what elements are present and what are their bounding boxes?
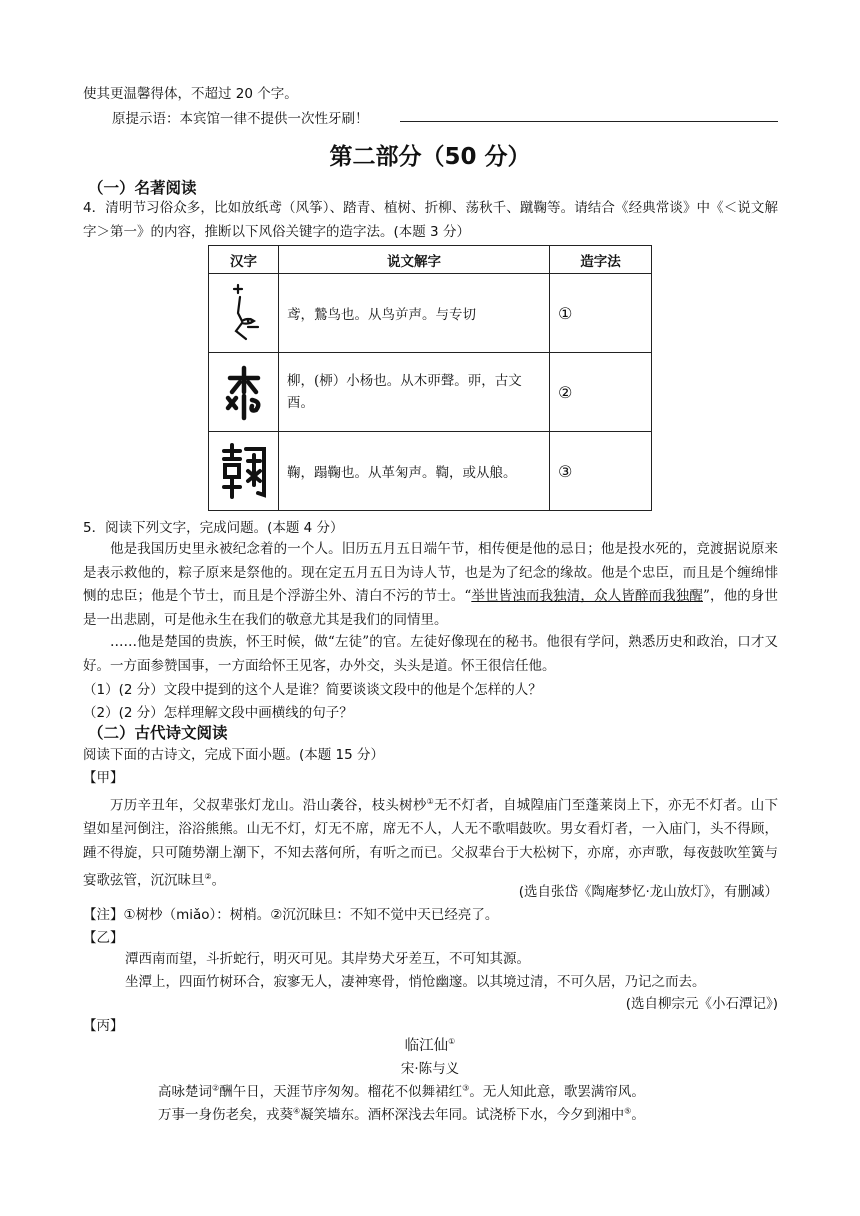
q5-paragraph-2: ……他是楚国的贵族，怀王时候，做“左徒”的官。左徒好像现在的秘书。他很有学问，熟悉历史和政治，口才又好。一方面参赞国事，一方面给怀王见客，办外交，头头是道。怀王很信任他。	[83, 634, 778, 674]
q5-paragraph-1-text: 他是我国历史里永被纪念着的一个人。旧历五月五日端午节，相传便是他的忌日；他是投水死的，竞渡据说原来是表示救他的，粽子原来是祭他的。现在定五月五日为诗人节，也是为了纪念的缘故。他是个忠臣，而且是个缠绵悱恻的忠臣；他是个节士，而且是个浮游尘外、清白不污的节士。“	[83, 541, 778, 604]
jia-source: (选自张岱《陶庵梦忆·龙山放灯》，有删减）	[518, 884, 778, 900]
poem-line-2	[158, 1103, 645, 1123]
poem-line-1-c: 。无人知此意，歌罢满帘风。	[469, 1084, 645, 1100]
answer-blank-line[interactable]	[400, 121, 778, 122]
table-header-row	[209, 246, 652, 274]
ancient-ju-glyph-cell	[209, 432, 279, 511]
poem-title	[0, 1034, 860, 1055]
jia-note: 【注】①树杪（miǎo）：树梢。②沉沉昧旦：不知不觉中天已经亮了。	[83, 907, 499, 923]
question-5-title: 5．阅读下列文字，完成问题。(本题 4 分）	[83, 520, 344, 536]
part-two-title: 第二部分（50 分）	[329, 144, 531, 170]
yi-line-2: 坐潭上，四面竹树环合，寂寥无人，凄神寒骨，悄怆幽邃。以其境过清，不可久居，乃记之而去。	[125, 974, 706, 990]
character-table	[208, 245, 652, 511]
question-4-text: 4．清明节习俗众多，比如放纸鸢（风筝）、踏青、植树、折柳、荡秋千、蹴鞠等。请结合《经典常谈》中《＜说文解字＞第一》的内容，推断以下风俗关键字的造字法。(本题 3 分）	[83, 200, 778, 240]
section-classical-title: （二）古代诗文阅读	[88, 724, 228, 742]
table-row	[209, 432, 652, 511]
header-method: 造字法	[550, 246, 652, 274]
footnote-mark: ②	[204, 872, 212, 881]
jia-text-c: 。	[211, 872, 226, 889]
label-yi: 【乙】	[83, 930, 124, 946]
label-bing: 【丙】	[83, 1018, 124, 1034]
footnote-mark: ④	[293, 1106, 301, 1116]
poem-line-1	[158, 1080, 645, 1100]
ancient-ju-glyph-icon	[218, 441, 270, 501]
header-shuowen: 说文解字	[279, 246, 550, 274]
q5-paragraph-1	[83, 538, 778, 632]
jia-text-a: 万历辛丑年，父叔辈张灯龙山。沿山袭谷，枝头树杪	[110, 797, 427, 814]
poem-author: 宋·陈与义	[400, 1061, 460, 1077]
poem-line-2-a: 万事一身伤老矣，戎葵	[158, 1107, 293, 1123]
header-character: 汉字	[209, 246, 279, 274]
poem-title-text: 临江仙	[404, 1038, 449, 1054]
footnote-mark: ⑤	[624, 1106, 632, 1116]
jia-passage	[83, 790, 778, 893]
jia-text-b: 无不灯者，自城隍庙门至蓬莱岗上下，亦无不灯者。山下望如星河倒注，浴浴熊熊。山无不灯，灯无不席，席无不人，人无不歌唱鼓吹。男女看灯者，一入庙门，头不得顾，踵不得旋，只可随势潮上潮下，不知去落何所，有听之而已。父叔辈台于大松树下，亦席，亦声歌，每夜鼓吹笙簧与宴歌弦管，沉沉昧旦	[83, 797, 779, 889]
q5-paragraph-1-tail: ”，他的身世是一出悲剧，可是他永生在我们的敬意尤其是我们的同情里。	[83, 588, 779, 628]
footnote-mark: ①	[426, 797, 435, 806]
classical-intro: 阅读下面的古诗文，完成下面小题。(本题 15 分）	[83, 747, 385, 763]
q5-subquestion-1: （1）(2 分）文段中提到的这个人是谁？简要谈谈文段中的他是个怎样的人？	[83, 682, 542, 698]
answer-slot-3[interactable]: ③	[550, 432, 652, 511]
answer-slot-1[interactable]: ①	[550, 274, 652, 353]
ancient-liu-glyph-cell	[209, 353, 279, 432]
table-row	[209, 353, 652, 432]
q5-subquestion-2: （2）(2 分）怎样理解文段中画横线的句子？	[83, 705, 353, 721]
answer-slot-2[interactable]: ②	[550, 353, 652, 432]
original-prompt-text: 原提示语：本宾馆一律不提供一次性牙刷！	[112, 111, 369, 127]
underlined-sentence: 举世皆浊而我独清，众人皆醉而我独醒	[471, 588, 703, 604]
table-row	[209, 274, 652, 353]
footnote-mark: ③	[462, 1083, 470, 1093]
footnote-mark: ②	[212, 1083, 220, 1093]
row-3-explanation: 鞠，蹋鞠也。从革匊声。鞫，或从艆。	[279, 432, 550, 511]
instruction-line: 使其更温馨得体，不超过 20 个字。	[83, 86, 298, 102]
yi-line-1: 潭西南而望，斗折蛇行，明灭可见。其岸势犬牙差互，不可知其源。	[125, 951, 530, 967]
row-2-explanation: 柳，(桺）小杨也。从木丣聲。丣，古文酉。	[279, 353, 550, 432]
label-jia: 【甲】	[83, 770, 124, 786]
footnote-mark: ①	[448, 1037, 456, 1047]
ancient-yuan-glyph-cell	[209, 274, 279, 353]
ancient-yuan-glyph-icon	[218, 283, 270, 343]
poem-line-2-b: 凝笑墙东。酒杯深浅去年同。试浇桥下水，今夕到湘中	[300, 1107, 625, 1123]
yi-source: (选自柳宗元《小石潭记》)	[625, 996, 778, 1012]
poem-line-1-a: 高咏楚词	[158, 1084, 212, 1100]
row-1-explanation: 鸢，鷙鸟也。从鸟屰声。与专切	[279, 274, 550, 353]
section-famous-works-title: （一）名著阅读	[88, 179, 197, 197]
poem-line-1-b: 酬午日，天涯节序匆匆。榴花不似舞裙红	[219, 1084, 463, 1100]
poem-line-2-c: 。	[631, 1107, 645, 1123]
ancient-liu-glyph-icon	[218, 362, 270, 422]
